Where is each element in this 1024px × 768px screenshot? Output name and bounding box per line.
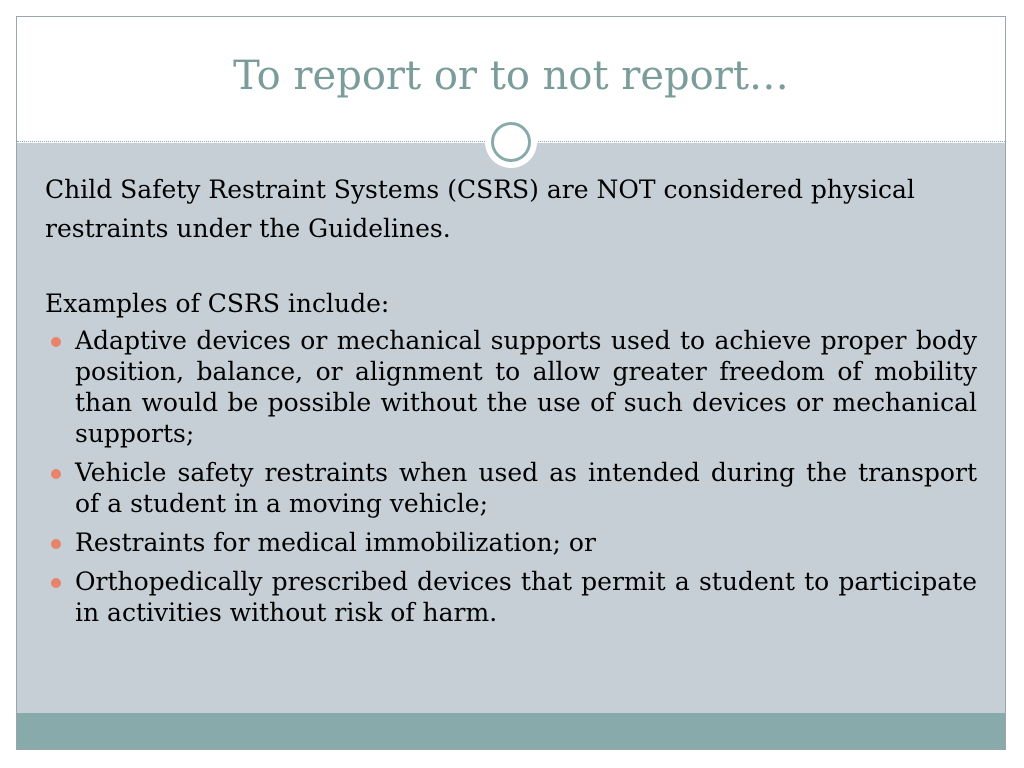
bullet-dot-icon: [51, 539, 61, 549]
ring-circle-inner: [491, 122, 531, 162]
list-item-text: Adaptive devices or mechanical supports used to achieve proper body position, balance, or alignment to allow greater freedom of mobility than would be possible without the use of such devices or mechanical supports;: [75, 326, 977, 448]
examples-list: [45, 325, 977, 628]
list-item-text: Orthopedically prescribed devices that permit a student to participate in activities without risk of harm.: [75, 567, 977, 627]
ring-circle-icon: [485, 116, 537, 168]
paragraph-spacer: [45, 248, 977, 284]
list-item: [45, 325, 977, 449]
list-item-text: Restraints for medical immobilization; or: [75, 528, 596, 557]
bullet-dot-icon: [51, 578, 61, 588]
list-item: [45, 527, 977, 558]
intro-paragraph: Child Safety Restraint Systems (CSRS) are NOT considered physical restraints under the Guidelines.: [45, 175, 915, 243]
examples-label: Examples of CSRS include:: [45, 289, 390, 318]
slide-body: [45, 170, 977, 636]
slide: [16, 16, 1006, 750]
list-item-text: Vehicle safety restraints when used as intended during the transport of a student in a moving vehicle;: [75, 458, 977, 518]
list-item: [45, 457, 977, 519]
list-item: [45, 566, 977, 628]
slide-title: To report or to not report…: [233, 53, 789, 99]
bullet-dot-icon: [51, 337, 61, 347]
footer-band: [17, 713, 1005, 749]
bullet-dot-icon: [51, 469, 61, 479]
